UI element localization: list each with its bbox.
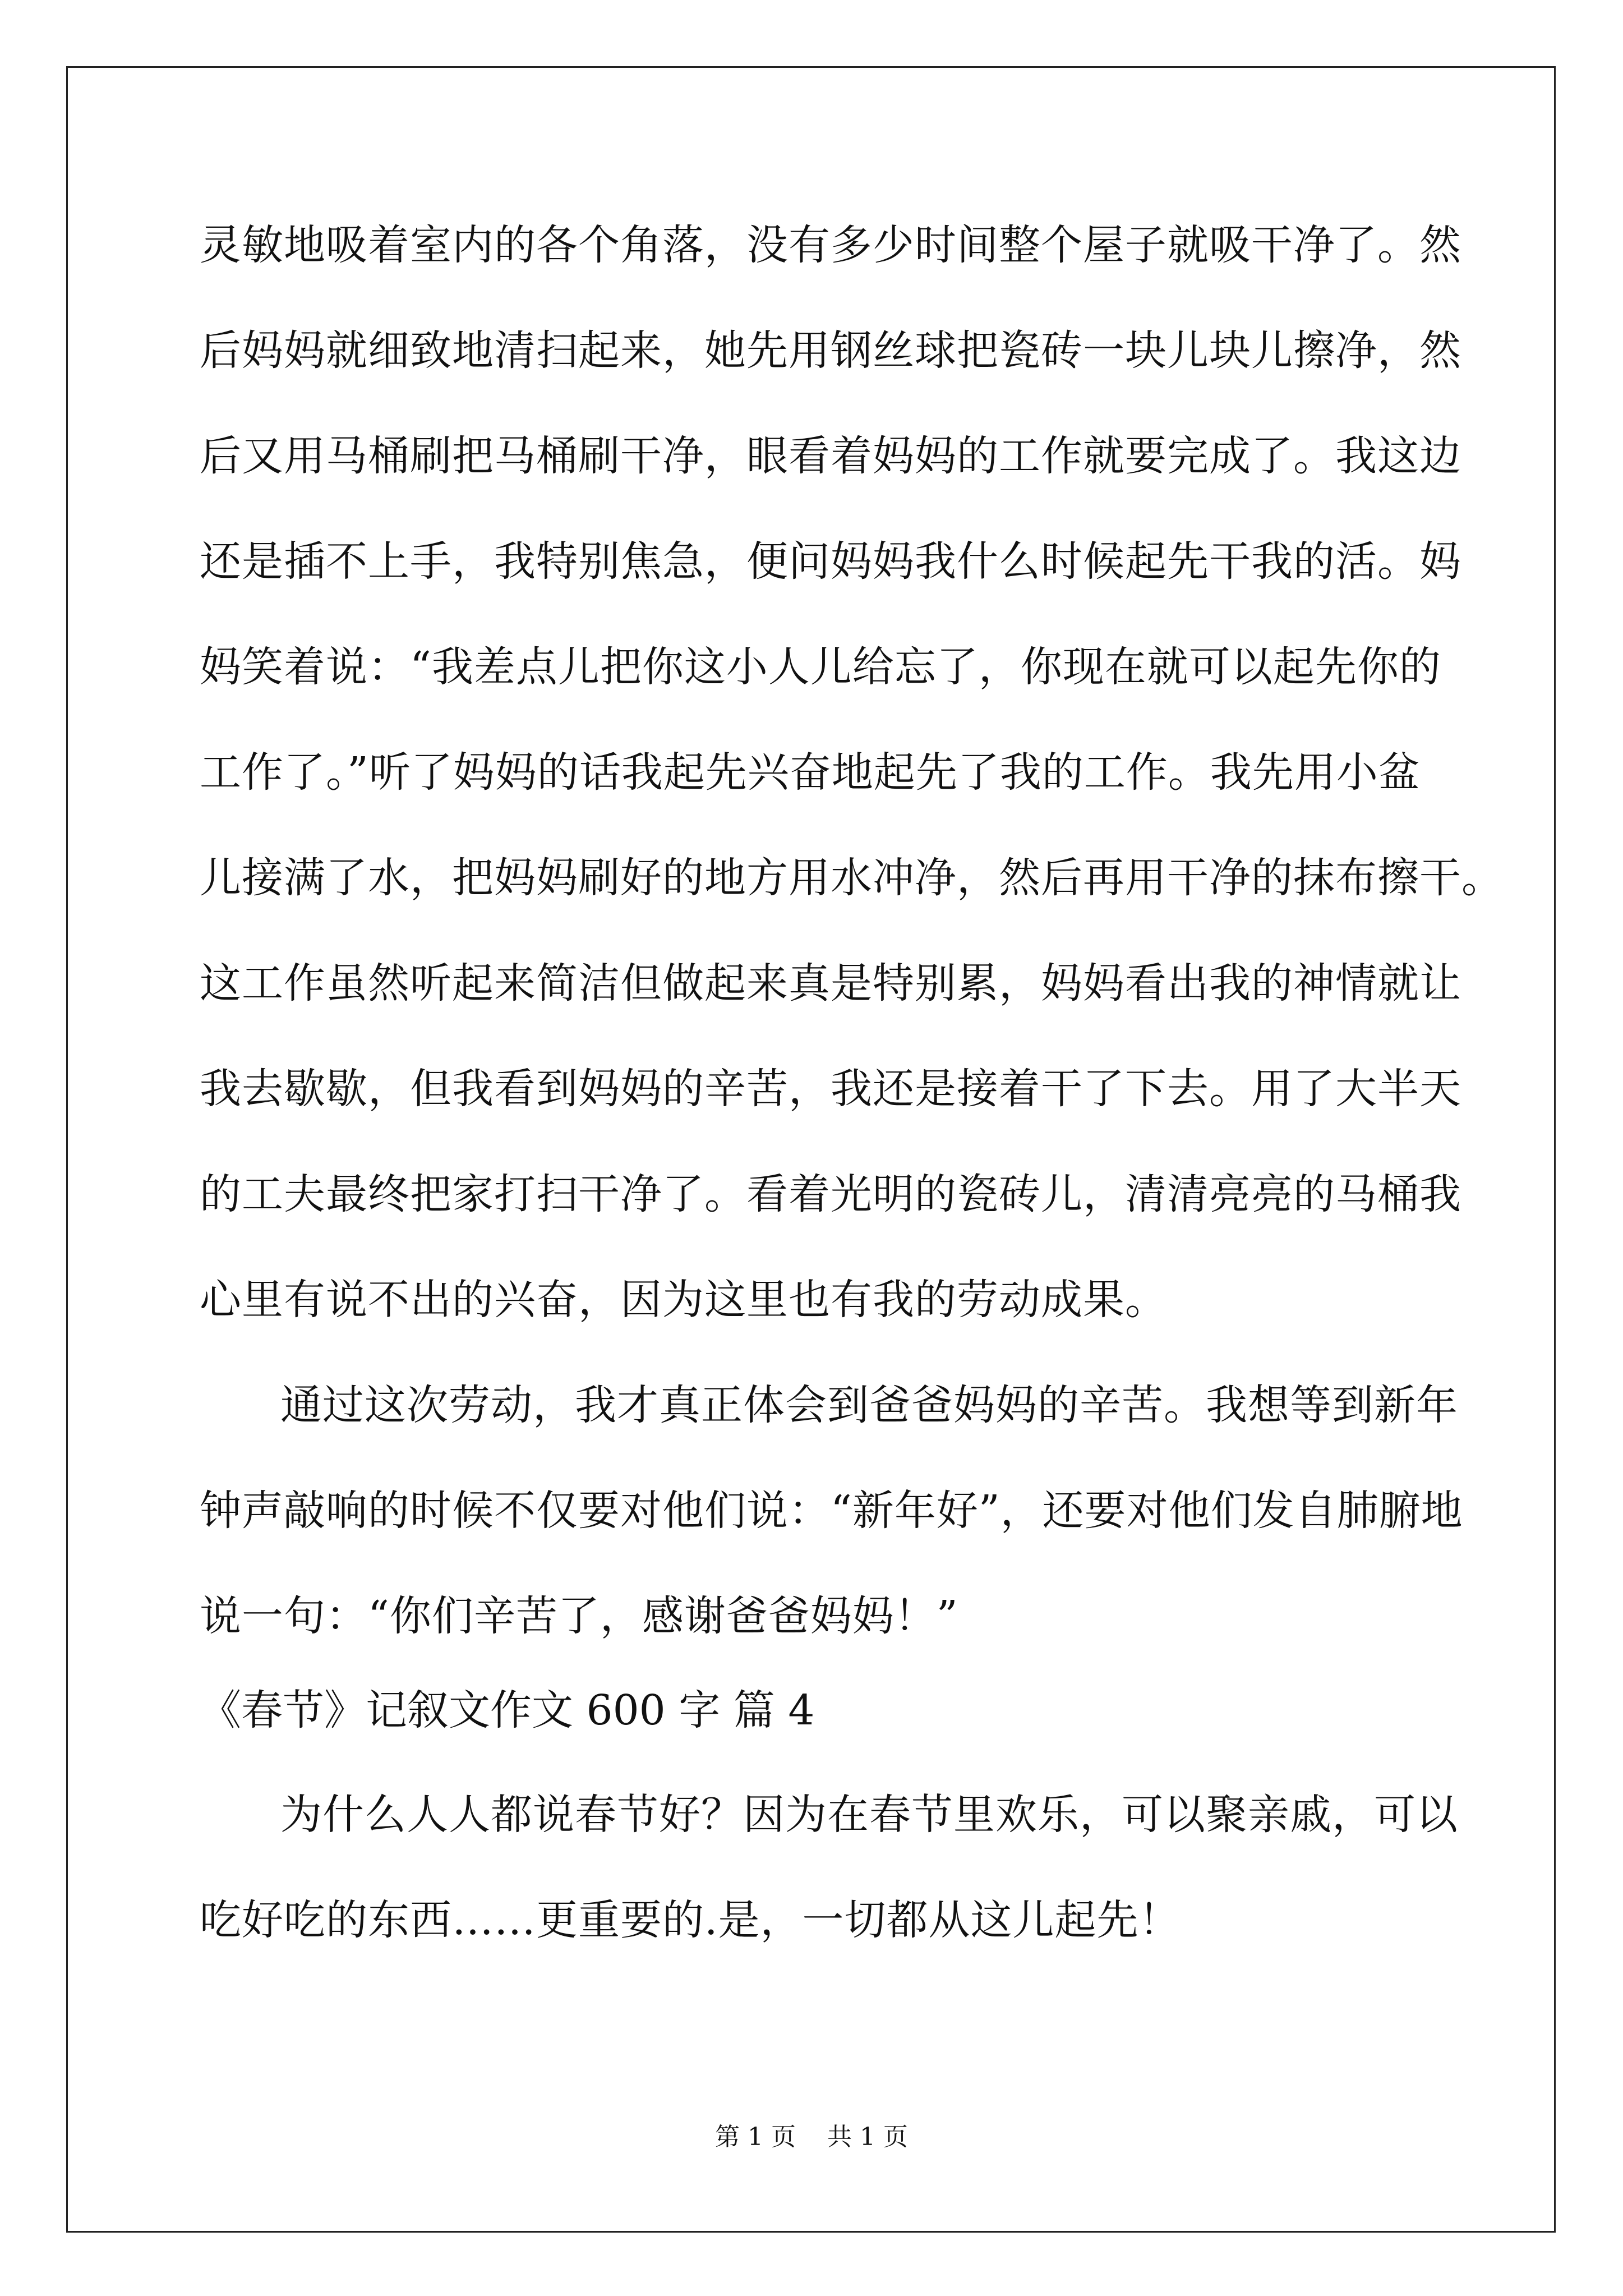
section-heading: 《春节》记叙文作文 600 字 篇 4 bbox=[200, 1686, 815, 1734]
section-line-2: 吃好吃的东西……更重要的.是，一切都从这儿起先！ bbox=[200, 1896, 1181, 1944]
page-footer: 第 1 页 共 1 页 bbox=[715, 2123, 908, 2151]
body-line-11: 心里有说不出的兴奋，因为这里也有我的劳动成果。 bbox=[200, 1276, 1167, 1324]
body-line-1: 灵敏地吸着室内的各个角落，没有多少时间整个屋子就吸干净了。然 bbox=[200, 221, 1461, 269]
body-line-5: 妈笑着说：“我差点儿把你这小人儿给忘了，你现在就可以起先你的 bbox=[200, 643, 1441, 691]
body-line-10: 的工夫最终把家打扫干净了。看着光明的瓷砖儿，清清亮亮的马桶我 bbox=[200, 1170, 1461, 1218]
body-line-7: 儿接满了水，把妈妈刷好的地方用水冲净，然后再用干净的抹布擦干。 bbox=[200, 854, 1504, 902]
body-line-3: 后又用马桶刷把马桶刷干净，眼看着妈妈的工作就要完成了。我这边 bbox=[200, 432, 1461, 480]
body-line-6: 工作了。”听了妈妈的话我起先兴奋地起先了我的工作。我先用小盆 bbox=[200, 748, 1421, 797]
body-line-2: 后妈妈就细致地清扫起来，她先用钢丝球把瓷砖一块儿块儿擦净，然 bbox=[200, 326, 1461, 375]
body-line-14: 说一句：“你们辛苦了，感谢爸爸妈妈！” bbox=[200, 1592, 958, 1640]
body-line-12: 通过这次劳动，我才真正体会到爸爸妈妈的辛苦。我想等到新年 bbox=[280, 1381, 1458, 1429]
body-line-13: 钟声敲响的时候不仅要对他们说：“新年好”，还要对他们发自肺腑地 bbox=[200, 1487, 1463, 1535]
section-line-1: 为什么人人都说春节好？因为在春节里欢乐，可以聚亲戚，可以 bbox=[280, 1791, 1458, 1839]
body-line-8: 这工作虽然听起来简洁但做起来真是特别累，妈妈看出我的神情就让 bbox=[200, 959, 1461, 1007]
body-line-9: 我去歇歇，但我看到妈妈的辛苦，我还是接着干了下去。用了大半天 bbox=[200, 1065, 1461, 1113]
body-line-4: 还是插不上手，我特别焦急，便问妈妈我什么时候起先干我的活。妈 bbox=[200, 537, 1461, 586]
